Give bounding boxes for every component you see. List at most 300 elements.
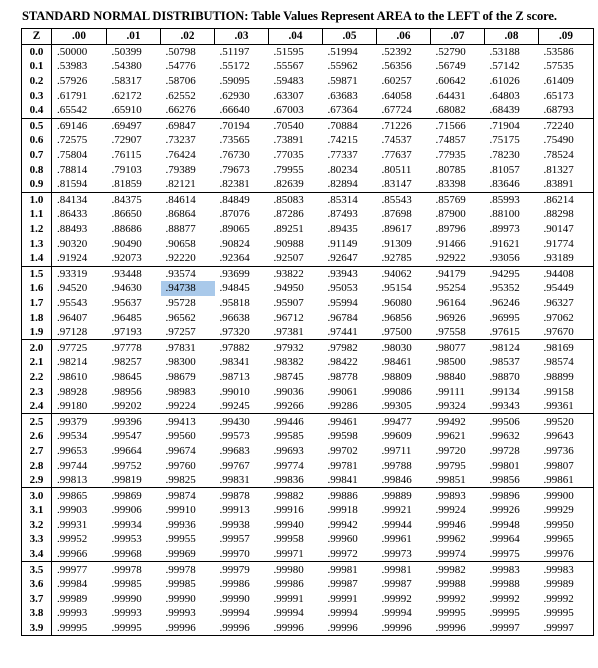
area-value-cell: .94295 [485,266,539,281]
area-value-cell: .99861 [539,473,594,488]
area-value-cell: .51994 [327,45,358,58]
area-value-cell: .99986 [273,578,304,591]
area-value-cell: .99795 [435,459,466,472]
area-value-cell: .99992 [489,592,520,605]
area-value-cell: .99931 [57,518,88,531]
area-value-cell: .88100 [489,208,520,221]
area-value-cell: .92785 [381,252,412,265]
area-value-cell: .99962 [435,533,466,546]
area-value-cell: .99736 [539,444,594,459]
area-value-cell: .92507 [273,252,304,265]
area-value-cell: .99996 [215,621,269,636]
area-value-cell: .99996 [431,621,485,636]
area-value-cell: .99916 [273,504,304,517]
area-value-cell: .91309 [381,237,412,250]
z-value-cell: 3.6 [22,577,52,592]
area-value-cell: .99900 [539,488,594,503]
area-value-cell: .92073 [111,252,142,265]
area-value-cell: .99950 [539,518,594,533]
area-value-cell: .98500 [435,356,466,369]
area-value-cell: .99896 [485,488,539,503]
z-value-cell: 3.9 [22,621,52,636]
area-value-cell: .99807 [539,458,594,473]
z-value-cell: 2.4 [22,399,52,414]
area-value-cell: .99996 [323,621,377,636]
area-value-cell: .99534 [57,430,88,443]
table-row [22,251,594,266]
area-value-cell: .80234 [327,163,358,176]
table-row [22,399,594,414]
z-value-cell: 3.3 [22,532,52,547]
area-value-cell: .95053 [327,282,358,295]
area-value-cell: .96407 [57,311,88,324]
table-row [22,444,594,459]
area-value-cell: .98679 [165,370,196,383]
area-value-cell: .99993 [165,607,196,620]
area-value-cell: .52392 [381,45,412,58]
area-value-cell: .99991 [273,592,304,605]
table-row [22,59,594,74]
area-value-cell: .65542 [57,104,88,117]
z-value-cell: 0.5 [22,118,52,133]
area-value-cell: .99653 [57,444,88,457]
area-value-cell: .53983 [57,60,88,73]
z-value-cell: 0.8 [22,162,52,177]
table-row [22,547,594,562]
area-value-cell: .99990 [219,592,250,605]
area-value-cell: .99952 [57,533,88,546]
area-value-cell: .95352 [489,282,520,295]
area-value-cell: .99878 [215,488,269,503]
area-value-cell: .99506 [485,414,539,429]
area-value-cell: .90147 [539,222,594,237]
area-value-cell: .89617 [381,223,412,236]
table-row [22,192,594,207]
area-value-cell: .89435 [327,223,358,236]
area-value-cell: .97128 [57,326,88,339]
z-value-cell: 2.3 [22,384,52,399]
table-row [22,355,594,370]
area-value-cell: .79673 [219,163,250,176]
area-value-cell: .99910 [165,504,196,517]
area-value-cell: .50000 [57,45,88,58]
area-value-cell: .72240 [539,118,594,133]
area-value-cell: .60642 [435,75,466,88]
z-value-cell: 2.0 [22,340,52,355]
area-value-cell: .98983 [165,385,196,398]
area-value-cell: .99994 [219,607,250,620]
table-row [22,592,594,607]
area-value-cell: .99992 [539,592,594,607]
area-value-cell: .99573 [219,430,250,443]
area-value-cell: .99560 [165,430,196,443]
area-value-cell: .69497 [107,118,161,133]
area-value-cell: .99987 [381,578,412,591]
area-value-cell: .85993 [485,192,539,207]
area-value-cell: .99983 [539,562,594,577]
area-value-cell: .83147 [381,178,412,191]
table-row [22,281,594,296]
area-value-cell: .99970 [219,548,250,561]
area-value-cell: .99973 [381,548,412,561]
area-value-cell: .99955 [165,533,196,546]
area-value-cell: .83646 [489,178,520,191]
area-value-cell: .68793 [539,103,594,118]
area-value-cell: .99992 [435,592,466,605]
area-value-cell: .99994 [381,607,412,620]
area-value-cell: .98928 [57,385,88,398]
area-value-cell: .95543 [57,296,88,309]
z-value-cell: 2.8 [22,458,52,473]
area-value-cell: .96080 [381,296,412,309]
z-value-cell: 3.8 [22,606,52,621]
area-value-cell: .90320 [57,237,88,250]
area-value-cell: .99977 [52,562,107,577]
area-value-cell: .62930 [219,89,250,102]
area-value-cell: .93822 [269,266,323,281]
area-value-cell: .99994 [273,607,304,620]
area-value-cell: .86864 [165,208,196,221]
area-value-cell: .99918 [327,504,358,517]
area-value-cell: .99711 [381,444,412,457]
table-row [22,310,594,325]
z-value-cell: 1.1 [22,207,52,222]
area-value-cell: .99585 [273,430,304,443]
area-value-cell: .97500 [381,326,412,339]
area-value-cell: .91466 [435,237,466,250]
area-value-cell: .84614 [161,192,215,207]
area-value-cell: .56356 [381,60,412,73]
area-value-cell: .82381 [219,178,250,191]
area-value-cell: .99760 [165,459,196,472]
area-value-cell: .99992 [381,592,412,605]
area-value-cell: .92922 [435,252,466,265]
area-value-cell: .99728 [489,444,520,457]
table-row [22,44,594,59]
area-value-cell: .99180 [57,400,88,413]
area-value-cell: .98124 [485,340,539,355]
z-value-cell: 3.1 [22,503,52,518]
area-value-cell: .93699 [215,266,269,281]
area-value-cell: .87900 [435,208,466,221]
area-value-cell: .99430 [215,414,269,429]
area-value-cell: .99720 [435,444,466,457]
z-value-cell: 1.7 [22,296,52,311]
area-value-cell: .99975 [489,548,520,561]
area-value-cell: .74215 [327,134,358,147]
z-value-cell: 2.1 [22,355,52,370]
z-value-cell: 1.2 [22,222,52,237]
area-value-cell: .99978 [107,562,161,577]
area-value-cell: .60257 [381,75,412,88]
area-value-cell: .98956 [111,385,142,398]
area-value-cell: .90824 [219,237,250,250]
table-row [22,148,594,163]
z-value-cell: 1.6 [22,281,52,296]
table-body [22,44,594,636]
area-value-cell: .87493 [327,208,358,221]
table-row [22,429,594,444]
z-value-cell: 0.9 [22,177,52,192]
z-value-cell: 0.4 [22,103,52,118]
table-row [22,325,594,340]
area-value-cell: .64058 [381,89,412,102]
area-value-cell: .94062 [377,266,431,281]
table-row [22,458,594,473]
area-value-cell: .99664 [111,444,142,457]
area-value-cell: .99978 [161,562,215,577]
area-value-cell: .99893 [431,488,485,503]
table-row [22,118,594,133]
area-value-cell: .99940 [273,518,304,531]
area-value-cell: .74857 [435,134,466,147]
area-value-cell: .99993 [111,607,142,620]
area-value-cell: .93189 [539,251,594,266]
area-value-cell: .66640 [219,104,250,117]
area-value-cell: .99819 [111,474,142,487]
header-z: Z [22,29,52,45]
area-value-cell: .99492 [431,414,485,429]
area-value-cell: .99702 [327,444,358,457]
area-value-cell: .99946 [435,518,466,531]
area-value-cell: .57926 [57,75,88,88]
header-col-03: .03 [215,29,269,45]
area-value-cell: .57142 [489,60,520,73]
area-value-cell: .99926 [489,504,520,517]
area-value-cell: .99983 [485,562,539,577]
table-row [22,621,594,636]
area-value-cell: .76424 [165,149,196,162]
area-value-cell: .99960 [327,533,358,546]
area-value-cell: .97193 [111,326,142,339]
area-value-cell: .73891 [273,134,304,147]
z-value-cell: 1.4 [22,251,52,266]
area-value-cell: .99245 [219,400,250,413]
area-value-cell: .99134 [489,385,520,398]
area-value-cell: .97062 [539,310,594,325]
area-value-cell: .99477 [377,414,431,429]
table-row [22,414,594,429]
area-value-cell: .99921 [381,504,412,517]
area-value-cell: .91924 [57,252,88,265]
area-value-cell: .77035 [273,149,304,162]
area-value-cell: .95254 [435,282,466,295]
area-value-cell: .99980 [269,562,323,577]
area-value-cell: .62552 [165,89,196,102]
area-value-cell: .99903 [57,504,88,517]
area-value-cell: .85083 [269,192,323,207]
area-value-cell: .65173 [539,88,594,103]
area-value-cell: .99598 [327,430,358,443]
area-value-cell: .99882 [269,488,323,503]
area-value-cell: .99856 [489,474,520,487]
area-value-cell: .99968 [111,548,142,561]
area-value-cell: .71566 [431,118,485,133]
area-value-cell: .99985 [111,578,142,591]
area-value-cell: .99086 [381,385,412,398]
area-value-cell: .89796 [435,223,466,236]
area-value-cell: .73565 [219,134,250,147]
area-value-cell: .96485 [111,311,142,324]
area-value-cell: .99361 [539,399,594,414]
area-value-cell: .78230 [489,149,520,162]
area-value-cell: .99991 [327,592,358,605]
area-value-cell: .77337 [327,149,358,162]
area-value-cell: .93319 [52,266,107,281]
area-value-cell: .99413 [161,414,215,429]
area-value-cell: .99996 [269,621,323,636]
area-value-cell: .62172 [111,89,142,102]
area-value-cell: .84849 [215,192,269,207]
area-value-cell: .82639 [273,178,304,191]
header-col-04: .04 [269,29,323,45]
table-row [22,518,594,533]
area-value-cell: .76115 [111,149,142,162]
area-value-cell: .96246 [489,296,520,309]
area-value-cell: .87286 [273,208,304,221]
area-value-cell: .99224 [165,400,196,413]
area-value-cell: .68439 [489,104,520,117]
area-value-cell: .99996 [377,621,431,636]
area-value-cell: .94950 [273,282,304,295]
area-value-cell: .98840 [435,370,466,383]
area-value-cell: .98870 [489,370,520,383]
area-value-cell: .97670 [539,325,594,340]
area-value-cell: .98645 [111,370,142,383]
area-value-cell: .98809 [381,370,412,383]
area-value-cell: .98300 [165,356,196,369]
area-value-cell: .53586 [539,44,594,59]
z-value-cell: 2.6 [22,429,52,444]
area-value-cell: .94845 [219,282,250,295]
area-value-cell: .91621 [489,237,520,250]
area-value-cell: .99934 [111,518,142,531]
area-value-cell: .61791 [57,89,88,102]
area-value-cell: .94179 [431,266,485,281]
z-value-cell: 0.0 [22,44,52,59]
area-value-cell: .82121 [165,178,196,191]
area-value-cell: .67364 [327,104,358,117]
area-value-cell: .75175 [489,134,520,147]
area-value-cell: .99446 [269,414,323,429]
area-value-cell: .91774 [539,236,594,251]
area-value-cell: .99979 [215,562,269,577]
area-value-cell: .99957 [219,533,250,546]
area-value-cell: .96562 [165,311,196,324]
area-value-cell: .91149 [327,237,358,250]
area-value-cell: .83891 [539,177,594,192]
area-value-cell: .99752 [111,459,142,472]
area-value-cell: .71904 [485,118,539,133]
area-value-cell: .66276 [165,104,196,117]
area-value-cell: .99984 [57,578,88,591]
area-value-cell: .99997 [485,621,539,636]
area-value-cell: .97257 [165,326,196,339]
area-value-cell: .85314 [323,192,377,207]
area-value-cell: .99643 [539,429,594,444]
table-row [22,562,594,577]
area-value-cell: .99061 [327,385,358,398]
area-value-cell: .73237 [165,134,196,147]
area-value-cell: .94630 [111,282,142,295]
area-value-cell: .55962 [327,60,358,73]
area-value-cell: .80511 [381,163,412,176]
area-value-cell: .86650 [111,208,142,221]
area-value-cell: .93448 [107,266,161,281]
table-row [22,88,594,103]
area-value-cell: .99461 [323,414,377,429]
area-value-cell: .55567 [273,60,304,73]
area-value-cell: .68082 [435,104,466,117]
z-score-table [21,28,594,636]
area-value-cell: .99781 [327,459,358,472]
area-value-cell: .98899 [539,370,594,385]
z-value-cell: 1.3 [22,236,52,251]
area-value-cell: .99938 [219,518,250,531]
area-value-cell: .93574 [161,266,215,281]
table-row [22,222,594,237]
area-value-cell: .99965 [539,532,594,547]
area-value-cell: .96926 [435,311,466,324]
area-value-cell: .99990 [165,592,196,605]
area-value-cell: .92647 [327,252,358,265]
area-value-cell: .81594 [57,178,88,191]
area-value-cell: .63683 [327,89,358,102]
area-value-cell: .99693 [273,444,304,457]
area-value-cell: .64431 [435,89,466,102]
area-value-cell: .54380 [111,60,142,73]
area-value-cell: .98341 [219,356,250,369]
area-value-cell: .99906 [111,504,142,517]
area-value-cell: .98461 [381,356,412,369]
table-row [22,473,594,488]
area-value-cell: .74537 [381,134,412,147]
area-value-cell: .86214 [539,192,594,207]
area-value-cell: .61026 [489,75,520,88]
area-value-cell: .59095 [219,75,250,88]
area-value-cell: .98745 [273,370,304,383]
table-row [22,606,594,621]
area-value-cell: .79955 [273,163,304,176]
area-value-cell: .81859 [111,178,142,191]
area-value-cell: .58317 [111,75,142,88]
area-value-cell: .97441 [327,326,358,339]
area-value-cell: .99801 [489,459,520,472]
area-value-cell: .96164 [435,296,466,309]
area-value-cell: .84134 [52,192,107,207]
area-value-cell: .97558 [435,326,466,339]
area-value-cell: .54776 [165,60,196,73]
table-row [22,296,594,311]
area-value-cell: .98214 [57,356,88,369]
table-row [22,162,594,177]
area-value-cell: .95449 [539,281,594,296]
area-value-cell: .99972 [327,548,358,561]
header-col-06: .06 [377,29,431,45]
area-value-cell: .70540 [269,118,323,133]
area-value-cell: .88298 [539,207,594,222]
area-value-cell: .95637 [111,296,142,309]
area-value-cell: .97615 [489,326,520,339]
area-value-cell: .88686 [111,223,142,236]
area-value-cell: .99343 [489,400,520,413]
area-value-cell: .95154 [381,282,412,295]
table-row [22,577,594,592]
area-value-cell: .77935 [435,149,466,162]
area-value-cell: .87076 [219,208,250,221]
area-value-cell: .99813 [57,474,88,487]
area-value-cell: .98713 [219,370,250,383]
